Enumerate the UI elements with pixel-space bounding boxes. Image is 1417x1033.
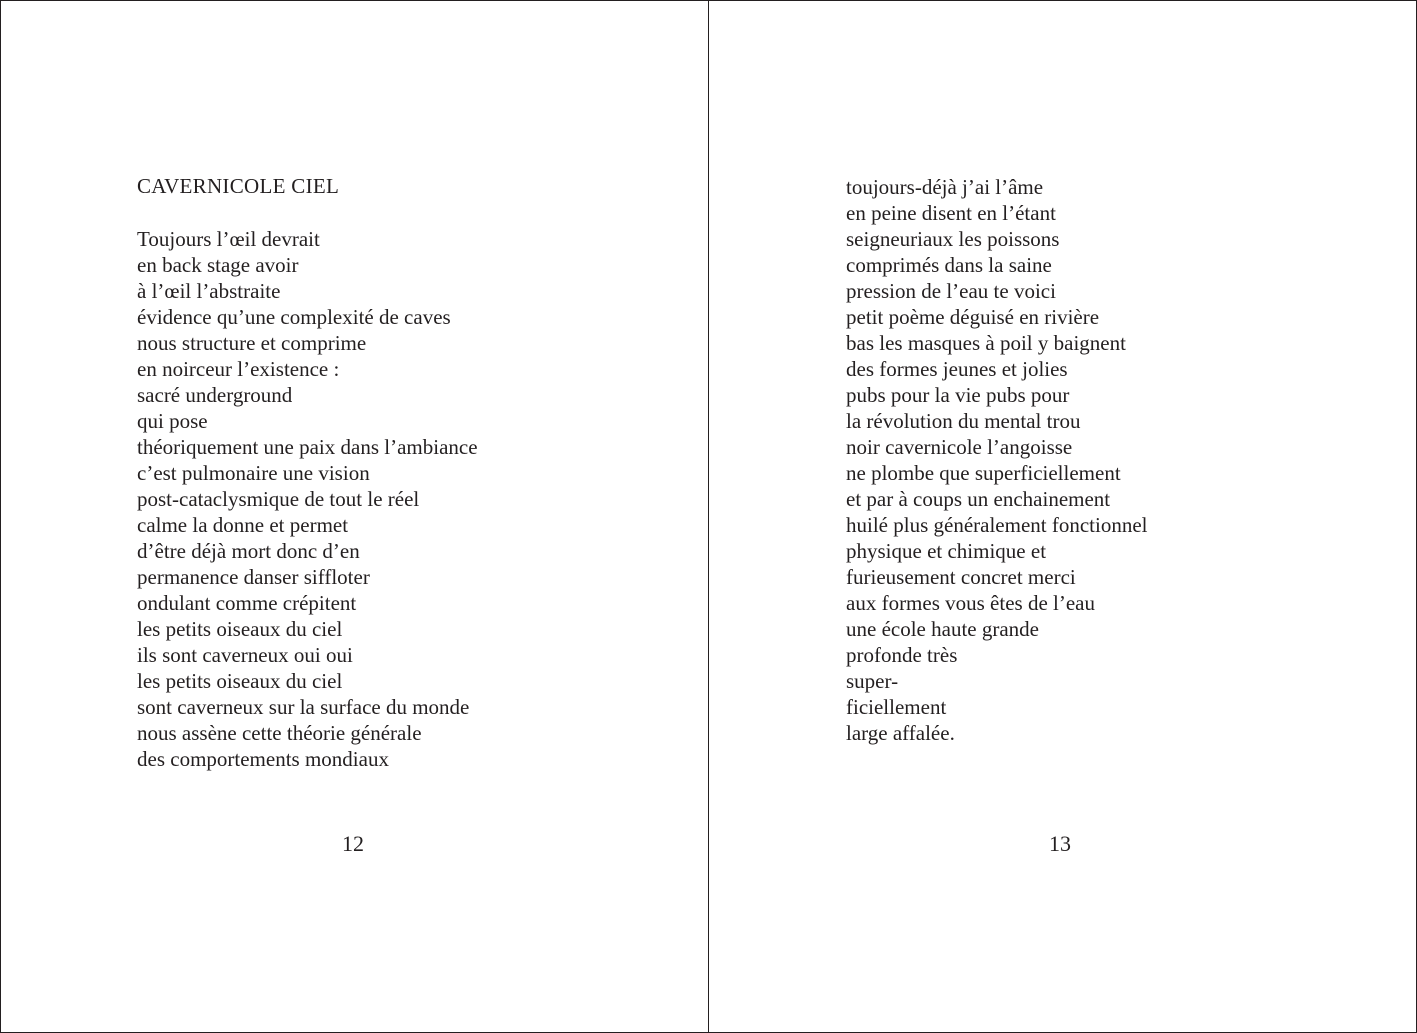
page-number: 12	[342, 831, 364, 856]
poem-line: en back stage avoir	[137, 253, 299, 277]
poem-line: large affalée.	[846, 721, 955, 745]
poem-line: pression de l’eau te voici	[846, 279, 1056, 303]
poem-line: petit poème déguisé en rivière	[846, 305, 1100, 329]
poem-line: physique et chimique et	[846, 539, 1047, 563]
poem-line: aux formes vous êtes de l’eau	[846, 591, 1095, 615]
poem-line: sacré underground	[137, 383, 293, 407]
poem-line: en noirceur l’existence :	[137, 357, 340, 381]
poem-line: pubs pour la vie pubs pour	[846, 383, 1070, 407]
poem-line: ondulant comme crépitent	[137, 591, 357, 615]
left-poem-lines	[137, 226, 478, 772]
right-page	[708, 0, 1417, 1033]
poem-line: ils sont caverneux oui oui	[137, 643, 353, 667]
poem-line: permanence danser siffloter	[137, 565, 370, 589]
poem-line: des formes jeunes et jolies	[846, 357, 1068, 381]
poem-line: post-cataclysmique de tout le réel	[137, 487, 420, 511]
poem-line: c’est pulmonaire une vision	[137, 461, 370, 485]
poem-line: théoriquement une paix dans l’ambiance	[137, 435, 478, 459]
poem-line: la révolution du mental trou	[846, 409, 1081, 433]
poem-line: Toujours l’œil devrait	[137, 227, 320, 251]
poem-line: d’être déjà mort donc d’en	[137, 539, 360, 563]
poem-line: profonde très	[846, 643, 958, 667]
poem-line: nous structure et comprime	[137, 331, 367, 355]
poem-line: les petits oiseaux du ciel	[137, 617, 343, 641]
poem-line: évidence qu’une complexité de caves	[137, 305, 451, 329]
poem-line: ne plombe que superficiellement	[846, 461, 1121, 485]
poem-line: sont caverneux sur la surface du monde	[137, 695, 470, 719]
poem-line: calme la donne et permet	[137, 513, 349, 537]
poem-line: ficiellement	[846, 695, 947, 719]
right-poem-lines	[846, 174, 1148, 746]
poem-line: qui pose	[137, 409, 208, 433]
poem-title: CAVERNICOLE CIEL	[137, 174, 340, 198]
poem-line: des comportements mondiaux	[137, 747, 389, 771]
poem-line: bas les masques à poil y baignent	[846, 331, 1126, 355]
poem-line: super-	[846, 669, 899, 693]
page-number: 13	[1049, 831, 1071, 856]
poem-line: une école haute grande	[846, 617, 1039, 641]
poem-line: les petits oiseaux du ciel	[137, 669, 343, 693]
poem-line: toujours-déjà j’ai l’âme	[846, 175, 1044, 199]
poem-line: noir cavernicole l’angoisse	[846, 435, 1073, 459]
poem-line: comprimés dans la saine	[846, 253, 1052, 277]
poem-line: furieusement concret merci	[846, 565, 1076, 589]
poem-line: et par à coups un enchainement	[846, 487, 1111, 511]
poem-line: en peine disent en l’étant	[846, 201, 1056, 225]
poem-line: nous assène cette théorie générale	[137, 721, 422, 745]
poem-line: huilé plus généralement fonctionnel	[846, 513, 1148, 537]
poem-line: à l’œil l’abstraite	[137, 279, 281, 303]
poem-line: seigneuriaux les poissons	[846, 227, 1060, 251]
